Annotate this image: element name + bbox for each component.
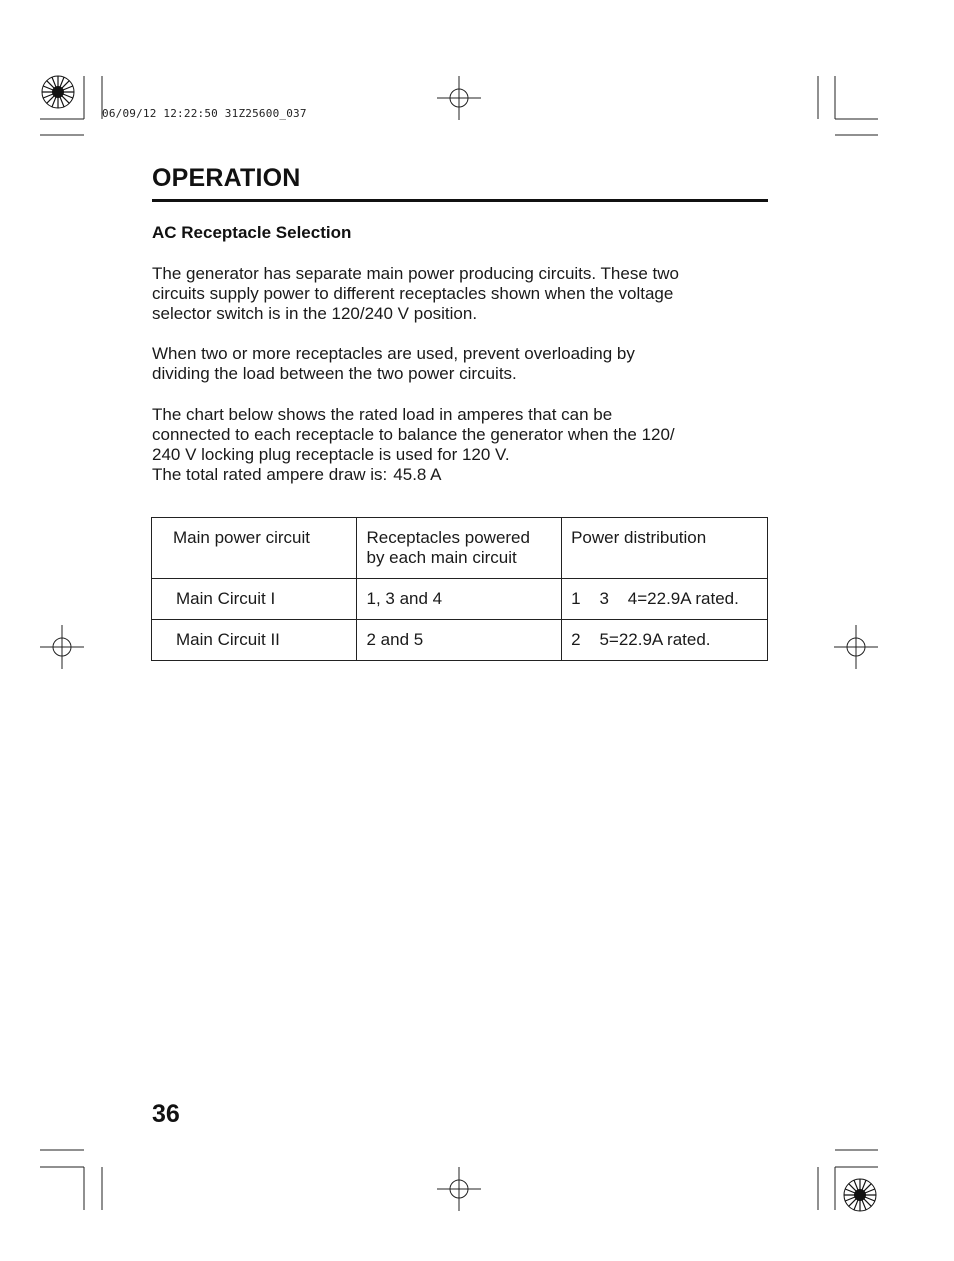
registration-crosshair-icon xyxy=(434,73,484,123)
total-draw-label: The total rated ampere draw is: xyxy=(152,465,388,484)
header-receptacles-powered: Receptacles powered by each main circuit xyxy=(366,528,530,567)
circuit-name: Main Circuit II xyxy=(176,630,280,649)
page-title: OPERATION xyxy=(152,164,301,192)
registration-crosshair-icon xyxy=(434,1164,484,1214)
overload-paragraph xyxy=(152,344,772,384)
power-distribution-table xyxy=(151,517,768,661)
header-power-distribution: Power distribution xyxy=(571,528,707,547)
receptacle-list: 2 and 5 xyxy=(366,630,424,649)
overload-text: When two or more receptacles are used, prevent overloading by dividing the load between the two power circuits. xyxy=(152,344,635,383)
table-cell xyxy=(562,620,768,661)
table-cell xyxy=(357,620,562,661)
page-number: 36 xyxy=(152,1100,180,1128)
table-cell xyxy=(357,579,562,620)
total-draw-value: 45.8 A xyxy=(393,465,442,484)
distribution-value: 1 3 4=22.9A rated. xyxy=(571,589,739,608)
table-header-cell xyxy=(357,518,562,579)
distribution-value: 2 5=22.9A rated. xyxy=(571,630,711,649)
registration-crosshair-icon xyxy=(37,622,87,672)
intro-paragraph xyxy=(152,264,772,324)
table-row xyxy=(152,579,768,620)
title-divider xyxy=(152,199,768,202)
table-cell xyxy=(562,579,768,620)
table-header-cell xyxy=(562,518,768,579)
intro-text: The generator has separate main power producing circuits. These two circuits supply power to different receptacles shown when the voltage selector switch is in the 120/240 V position. xyxy=(152,264,679,323)
receptacle-list: 1, 3 and 4 xyxy=(366,589,443,608)
circuit-name: Main Circuit I xyxy=(176,589,276,608)
table-header-row xyxy=(152,518,768,579)
total-draw-line xyxy=(152,465,772,485)
table-cell xyxy=(152,579,357,620)
print-stamp: 06/09/12 12:22:50 31Z25600_037 xyxy=(102,107,307,120)
registration-crosshair-icon xyxy=(831,622,881,672)
table-row xyxy=(152,620,768,661)
table-cell xyxy=(152,620,357,661)
starburst-registration-icon xyxy=(38,72,78,112)
chart-intro-text: The chart below shows the rated load in amperes that can be connected to each receptacle to balance the generator when the 120/ 240 V locking plug receptacle is used for 120 V. xyxy=(152,405,675,464)
table-header-cell xyxy=(152,518,357,579)
header-main-power-circuit: Main power circuit xyxy=(173,528,310,547)
chart-intro-paragraph xyxy=(152,405,772,485)
section-subheading: AC Receptacle Selection xyxy=(152,223,352,242)
starburst-registration-icon xyxy=(840,1175,880,1215)
